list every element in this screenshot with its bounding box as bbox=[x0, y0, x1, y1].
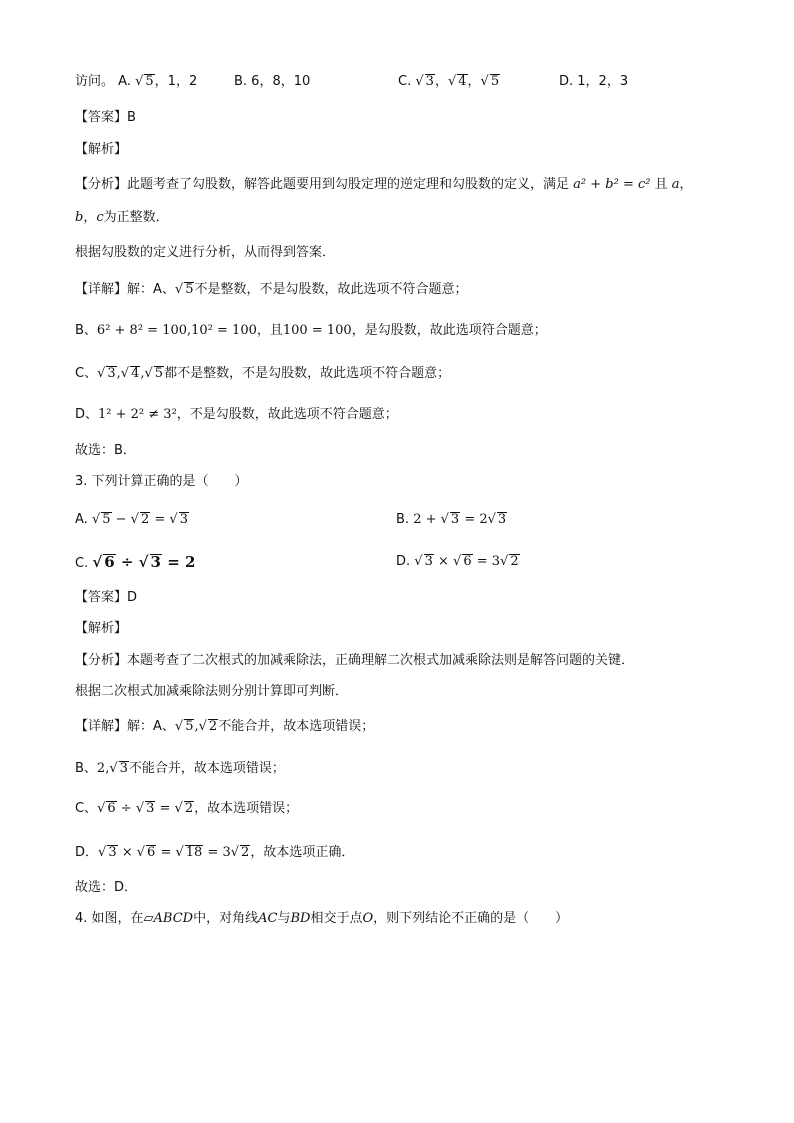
q3-option-b: B. 2 + √ 3 = 2√ 3 bbox=[396, 512, 507, 527]
q4-stem: 4. 如图，在▱ABCD中，对角线AC与BD相交于点O，则下列结论不正确的是（ ） bbox=[75, 911, 569, 926]
q3-fenxi: 【分析】本题考查了二次根式的加减乘除法，正确理解二次根式加减乘除法则是解答问题的关键． bbox=[75, 653, 635, 668]
q2-answer: 【答案】B bbox=[75, 110, 136, 125]
prev-options-line bbox=[75, 72, 629, 92]
q3-stem: 3. 下列计算正确的是（ ） bbox=[75, 474, 248, 489]
lead-text: 访问。 bbox=[75, 74, 115, 89]
option-a-label: A. bbox=[118, 74, 131, 89]
option-c: C. √ 3，√ 4，√ 5 bbox=[398, 74, 500, 89]
q2-analysis-tag: 【解析】 bbox=[75, 142, 128, 157]
option-a-rest: ，1，2 bbox=[154, 74, 198, 89]
q3-choose: 故选：D． bbox=[75, 880, 138, 895]
q3-analysis-tag: 【解析】 bbox=[75, 621, 128, 636]
q2-detail-c: C、√ 3,√ 4,√ 5都不是整数，不是勾股数，故此选项不符合题意； bbox=[75, 366, 451, 381]
option-d: D. 1，2，3 bbox=[559, 74, 629, 89]
q3-detail-a: 【详解】解：A、√ 5,√ 2不能合并，故本选项错误； bbox=[75, 719, 375, 734]
option-b: B. 6，8，10 bbox=[234, 74, 311, 89]
q3-basis: 根据二次根式加减乘除法则分别计算即可判断． bbox=[75, 684, 349, 699]
q3-option-c: C. √ 6 ÷ √ 3 = 2 bbox=[75, 553, 196, 571]
q3-answer: 【答案】D bbox=[75, 590, 138, 605]
q2-detail-a: 【详解】解：A、√ 5不是整数，不是勾股数，故此选项不符合题意； bbox=[75, 282, 468, 297]
q3-option-d: D. √ 3 × √ 6 = 3√ 2 bbox=[396, 554, 519, 569]
q2-basis: 根据勾股数的定义进行分析，从而得到答案． bbox=[75, 245, 336, 260]
q3-detail-d: D．√ 3 × √ 6 = √ 18 = 3√ 2，故本选项正确． bbox=[75, 845, 355, 860]
q2-fenxi-line2: b，c为正整数． bbox=[75, 210, 169, 225]
q3-detail-c: C、√ 6 ÷ √ 3 = √ 2，故本选项错误； bbox=[75, 801, 299, 816]
pythag-formula: a² + b² = c² bbox=[573, 177, 651, 192]
q2-detail-d: D、1² + 2² ≠ 3²，不是勾股数，故此选项不符合题意； bbox=[75, 407, 398, 422]
parallelogram-abcd: ▱ABCD bbox=[143, 911, 194, 926]
q3-detail-b: B、2,√ 3不能合并，故本选项错误； bbox=[75, 761, 285, 776]
q3-option-a: A. √ 5 − √ 2 = √ 3 bbox=[75, 512, 188, 527]
sqrt-5: √ 5 bbox=[135, 74, 154, 89]
q2-choose: 故选：B． bbox=[75, 443, 136, 458]
q2-detail-b: B、6² + 8² = 100,10² = 100，且100 = 100，是勾股数，故此选项符合题意； bbox=[75, 323, 547, 338]
q2-fenxi-line1: 【分析】此题考查了勾股数，解答此题要用到勾股定理的逆定理和勾股数的定义，满足 a² + b² = c² 且 a， bbox=[75, 177, 693, 192]
